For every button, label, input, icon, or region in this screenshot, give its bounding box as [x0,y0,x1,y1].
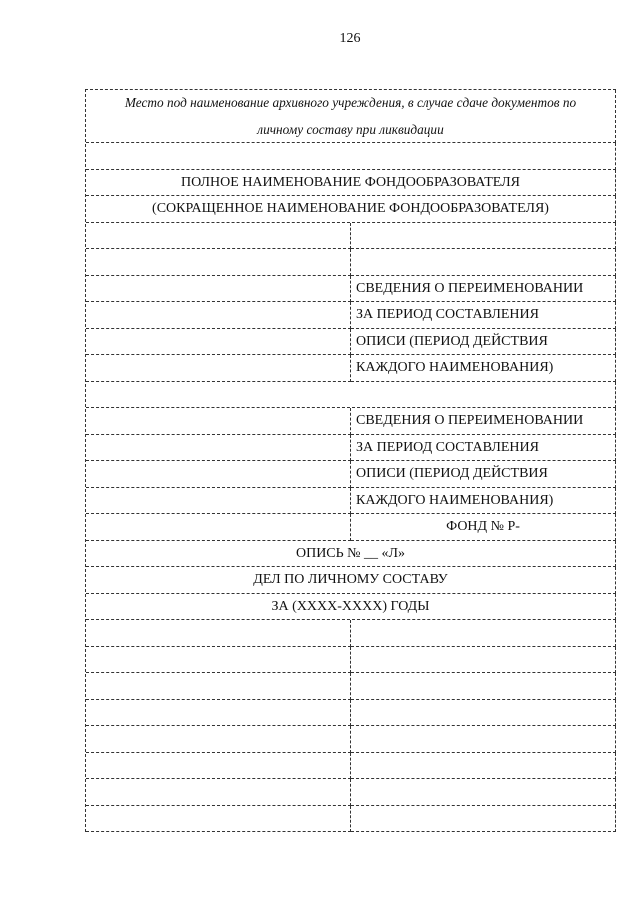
empty-right-cell [351,806,616,833]
empty-left-cell [86,673,351,700]
rename-1-row [86,355,616,382]
inventory-title-row [86,567,616,594]
empty-right-cell [351,700,616,727]
inventory-title: ДЕЛ ПО ЛИЧНОМУ СОСТАВУ [86,567,616,594]
empty-left-cell [86,223,351,250]
empty-split-row [86,620,616,647]
empty-split-row [86,700,616,727]
empty-split-row [86,806,616,833]
empty-split-row [86,779,616,806]
empty-left-cell [86,461,351,488]
fond-row [86,514,616,541]
empty-left-cell [86,806,351,833]
empty-row [86,382,616,409]
inventory-years-row [86,594,616,621]
rename-1-line-4: КАЖДОГО НАИМЕНОВАНИЯ) [351,355,616,382]
empty-right-cell [351,726,616,753]
empty-split-row [86,726,616,753]
empty-left-cell [86,647,351,674]
empty-split-row [86,249,616,276]
rename-2-line-3: ОПИСИ (ПЕРИОД ДЕЙСТВИЯ [351,461,616,488]
empty-left-cell [86,488,351,515]
empty-left-cell [86,408,351,435]
empty-left-cell [86,620,351,647]
empty-right-cell [351,223,616,250]
empty-right-cell [351,753,616,780]
founder-full-name: ПОЛНОЕ НАИМЕНОВАНИЕ ФОНДООБРАЗОВАТЕЛЯ [86,170,616,197]
rename-2-row [86,461,616,488]
rename-1-row [86,329,616,356]
empty-left-cell [86,514,351,541]
empty-split-row [86,753,616,780]
archive-name-cell [86,90,616,143]
archive-name-line-1: Место под наименование архивного учреждения, в случае сдаче документов по [124,95,577,110]
empty-right-cell [351,647,616,674]
empty-left-cell [86,700,351,727]
empty-left-cell [86,276,351,303]
rename-2-line-1: СВЕДЕНИЯ О ПЕРЕИМЕНОВАНИИ [351,408,616,435]
empty-left-cell [86,753,351,780]
rename-1-line-2: ЗА ПЕРИОД СОСТАВЛЕНИЯ [351,302,616,329]
fond-number: ФОНД № Р- [351,514,616,541]
archive-name-line-2: личному составу при ликвидации [257,121,444,137]
empty-left-cell [86,249,351,276]
empty-left-cell [86,726,351,753]
inventory-number-row [86,541,616,568]
rename-2-line-2: ЗА ПЕРИОД СОСТАВЛЕНИЯ [351,435,616,462]
empty-split-row [86,647,616,674]
empty-right-cell [351,620,616,647]
empty-cell [86,382,616,409]
empty-left-cell [86,329,351,356]
inventory-years: ЗА (ХХХХ-ХХХХ) ГОДЫ [86,594,616,621]
inventory-number: ОПИСЬ № __ «Л» [86,541,616,568]
rename-2-row [86,488,616,515]
empty-right-cell [351,779,616,806]
empty-left-cell [86,355,351,382]
founder-short-name: (СОКРАЩЕННОЕ НАИМЕНОВАНИЕ ФОНДООБРАЗОВАТЕЛЯ) [86,196,616,223]
inventory-title-form [85,89,616,832]
empty-right-cell [351,673,616,700]
empty-left-cell [86,435,351,462]
rename-1-line-1: СВЕДЕНИЯ О ПЕРЕИМЕНОВАНИИ [351,276,616,303]
empty-left-cell [86,779,351,806]
page-number: 126 [339,31,361,46]
rename-2-row [86,408,616,435]
rename-1-row [86,302,616,329]
empty-left-cell [86,302,351,329]
rename-1-row [86,276,616,303]
empty-right-cell [351,249,616,276]
empty-split-row [86,673,616,700]
rename-1-line-3: ОПИСИ (ПЕРИОД ДЕЙСТВИЯ [351,329,616,356]
empty-row [86,143,616,170]
founder-full-name-row [86,170,616,197]
empty-split-row [86,223,616,250]
rename-2-line-4: КАЖДОГО НАИМЕНОВАНИЯ) [351,488,616,515]
archive-name-row [86,90,616,143]
rename-2-row [86,435,616,462]
founder-short-name-row [86,196,616,223]
empty-cell [86,143,616,170]
